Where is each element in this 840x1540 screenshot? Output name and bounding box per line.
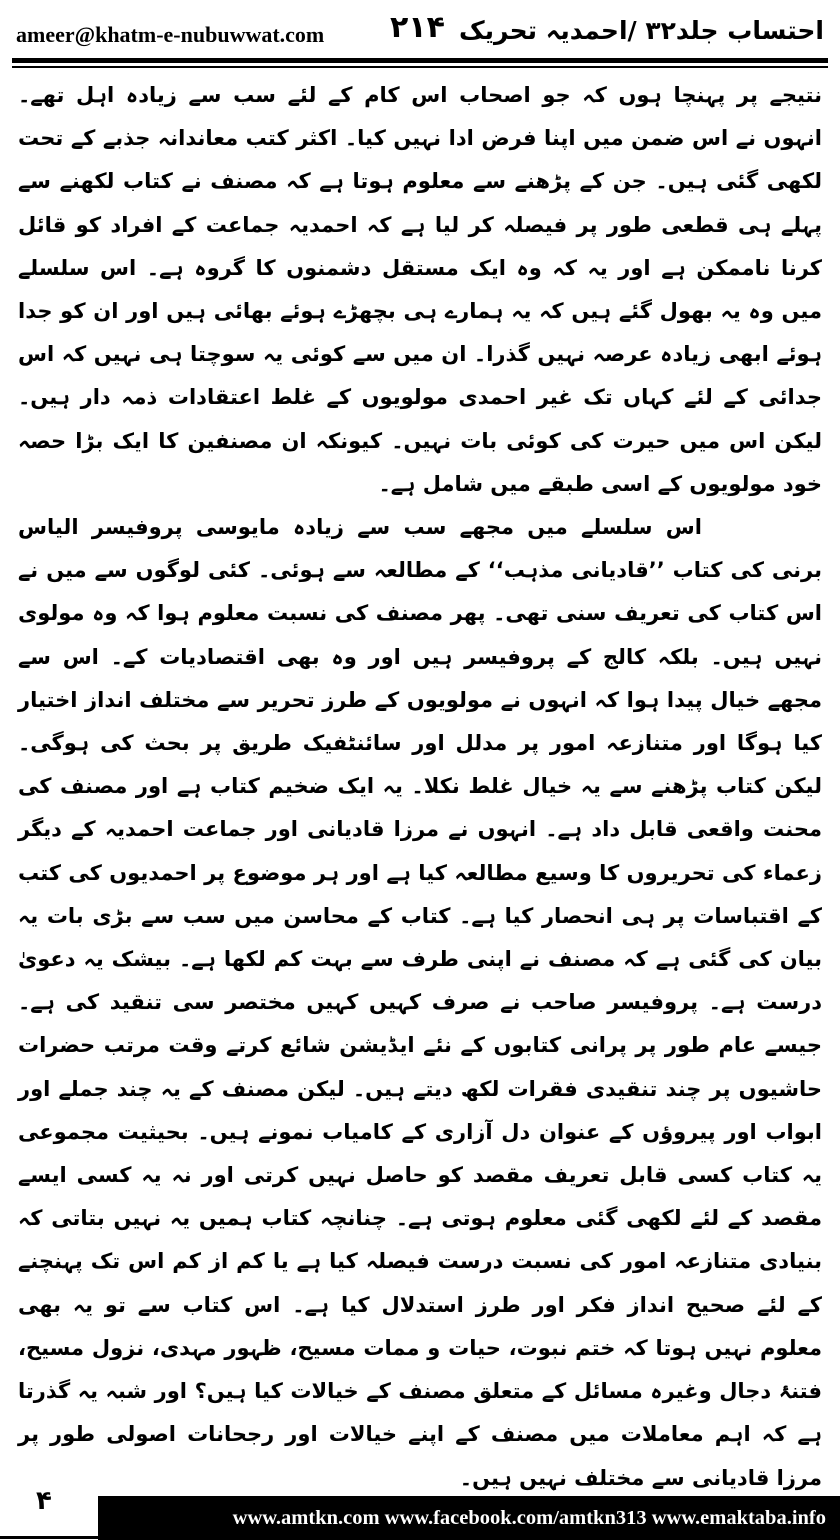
header-page-number: ۲۱۴ [390,10,445,45]
header-rule-thin [12,66,828,68]
body-text [18,74,822,1500]
header-email: ameer@khatm-e-nubuwwat.com [16,22,325,47]
header-book-title: احتساب جلد۳۲ /احمدیہ تحریک [459,16,824,45]
footer-number: ۴ [36,1486,52,1516]
paragraph-2: اس سلسلے میں مجھے سب سے زیادہ مایوسی پروفیسر الیاس برنی کی کتاب ’’قادیانی مذہب‘‘ کے مطالعہ سے ہوئی۔ کئی لوگوں سے میں نے اس کتاب کی تعریف سنی تھی۔ پھر مصنف کی نسبت معلوم ہوا کہ وہ مولوی نہیں ہیں۔ بلکہ کالج کے پروفیسر ہیں اور وہ بھی اقتصادیات کے۔ اس سے مجھے خیال پیدا ہوا کہ انہوں نے مولویوں کے طرز تحریر سے مختلف انداز اختیار کیا ہوگا اور متنازعہ امور پر مدلل اور سائنٹفیک طریق پر بحث کی ہوگی۔ لیکن کتاب پڑھنے سے یہ خیال غلط نکلا۔ یہ ایک ضخیم کتاب ہے اور مصنف کی محنت واقعی قابل داد ہے۔ انہوں نے مرزا قادیانی اور جماعت احمدیہ کے دیگر زعماء کی تحریروں کا وسیع مطالعہ کیا ہے اور ہر موضوع پر احمدیوں کی کتب کے اقتباسات پر ہی انحصار کیا ہے۔ کتاب کے محاسن میں سب سے بڑی بات یہ بیان کی گئی ہے کہ مصنف نے اپنی طرف سے بہت کم لکھا ہے۔ بیشک یہ دعویٰ درست ہے۔ پروفیسر صاحب نے صرف کہیں کہیں مختصر سی تنقید کی ہے۔ جیسے عام طور پر پرانی کتابوں کے نئے ایڈیشن شائع کرتے وقت مرتب حضرات حاشیوں پر چند تنقیدی فقرات لکھ دیتے ہیں۔ لیکن مصنف کے یہ چند جملے اور ابواب اور پیروؤں کے عنوان دل آزاری کے کامیاب نمونے ہیں۔ بحیثیت مجموعی یہ کتاب کسی قابل تعریف مقصد کو حاصل نہیں کرتی اور نہ یہ کسی ایسے مقصد کے لئے لکھی گئی معلوم ہوتی ہے۔ چنانچہ کتاب ہمیں یہ نہیں بتاتی کہ بنیادی متنازعہ امور کی نسبت درست فیصلہ کیا ہے یا کم از کم اس تک پہنچنے کے لئے صحیح انداز فکر اور طرز استدلال کیا ہے۔ اس کتاب سے تو یہ بھی معلوم نہیں ہوتا کہ ختم نبوت، حیات و ممات مسیح، ظہور مہدی، نزول مسیح، فتنۂ دجال وغیرہ مسائل کے متعلق مصنف کے خیالات کیا ہیں؟ اور شبہ یہ گذرتا ہے کہ اہم معاملات میں مصنف کے اپنے خیالات اور رجحانات اصولی طور پر مرزا قادیانی سے مختلف نہیں ہیں۔ [18,515,822,1490]
paragraph-1: نتیجے پر پہنچا ہوں کہ جو اصحاب اس کام کے لئے سب سے زیادہ اہل تھے۔ انہوں نے اس ضمن میں اپنا فرض ادا نہیں کیا۔ اکثر کتب معاندانہ جذبے کے تحت لکھی گئی ہیں۔ جن کے پڑھنے سے معلوم ہوتا ہے کہ مصنف نے کتاب لکھنے سے پہلے ہی قطعی طور پر فیصلہ کر لیا ہے کہ احمدیہ جماعت کے افراد کو قائل کرنا ناممکن ہے اور یہ کہ وہ ایک مستقل دشمنوں کا گروہ ہے۔ اس سلسلے میں وہ یہ بھول گئے ہیں کہ یہ ہمارے ہی بچھڑے ہوئے بھائی ہیں اور ان کو جدا ہوئے ابھی زیادہ عرصہ نہیں گذرا۔ ان میں سے کوئی یہ سوچتا ہی نہیں کہ اس جدائی کے لئے کہاں تک غیر احمدی مولویوں کے غلط اعتقادات ذمہ دار ہیں۔ لیکن اس میں حیرت کی کوئی بات نہیں۔ کیونکہ ان مصنفین کا ایک بڑا حصہ خود مولویوں کے اسی طبقے میں شامل ہے۔ [18,83,822,496]
footer-rule [0,1536,98,1539]
page-footer [0,1484,840,1540]
page-header [0,0,840,68]
footer-links: www.amtkn.com www.facebook.com/amtkn313 www.emaktaba.info [98,1496,840,1540]
header-rule-thick [12,58,828,63]
